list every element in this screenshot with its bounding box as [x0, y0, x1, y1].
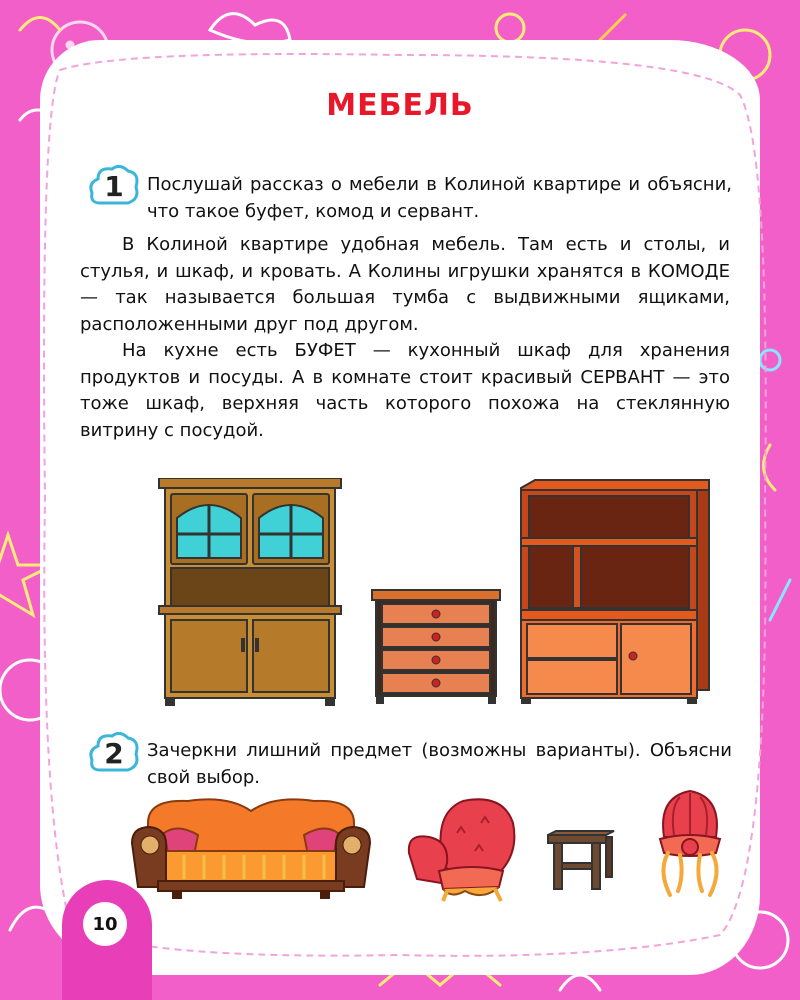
task-1-text: Послушай рассказ о мебели в Колиной квартире и объясни, что такое буфет, комод и сервант.: [147, 174, 732, 222]
story-paragraph-1: В Колиной квартире удобная мебель. Там есть и столы, и стулья, и шкаф, и кровать. А Колины игрушки хранятся в КОМОДЕ — так называется большая тумба с выдвижными ящиками, расположенными друг под другом.: [80, 234, 730, 335]
sideboard-illustration: [517, 478, 713, 706]
task-2-number: 2: [104, 736, 124, 770]
chest-of-drawers-illustration: [370, 588, 502, 706]
cupboard-illustration: [155, 478, 345, 708]
task-2-badge: [88, 730, 140, 776]
sofa-illustration: [128, 793, 374, 901]
page-number: 10: [83, 902, 127, 946]
stool-illustration: [546, 827, 616, 893]
story-paragraph-2: На кухне есть БУФЕТ — кухонный шкаф для хранения продуктов и посуды. А в комнате стоит красивый СЕРВАНТ — это тоже шкаф, верхняя часть которого похожа на стеклянную витрину с посудой.: [80, 340, 730, 441]
task-1-badge: [88, 163, 140, 209]
task-1-number: 1: [104, 169, 124, 203]
page-title: МЕБЕЛЬ: [326, 88, 474, 123]
shell-chair-illustration: [654, 787, 726, 899]
story-text: [80, 232, 730, 444]
task-2-text: Зачеркни лишний предмет (возможны варианты). Объясни свой выбор.: [147, 740, 732, 788]
armchair-illustration: [403, 793, 523, 903]
